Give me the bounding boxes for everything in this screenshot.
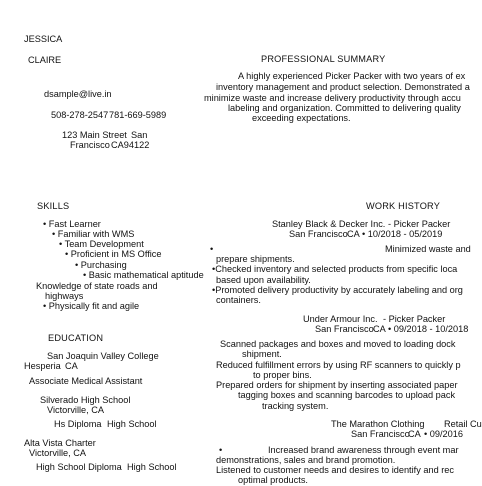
school-location: Victorville, CA <box>29 448 87 458</box>
address-city: Francisco <box>70 140 110 150</box>
job-role: Retail Cu <box>444 419 482 429</box>
summary-line: inventory management and product selection. Demonstrated a <box>216 82 470 92</box>
job-line: based upon availability. <box>216 275 311 285</box>
job-line: demonstrations, sales and brand promotion. <box>216 455 396 465</box>
phone-2: 781-669-5989 <box>109 110 167 120</box>
degree: Hs Diploma <box>54 419 102 429</box>
job-line: to proper bins. <box>253 370 312 380</box>
summary-line: exceeding expectations. <box>252 113 351 123</box>
degree: Associate Medical Assistant <box>29 376 143 386</box>
job-line: Increased brand awareness through event mar <box>268 445 459 455</box>
skill-item: highways <box>45 291 84 301</box>
job-city: San Francisco <box>351 429 410 439</box>
school-state: CA <box>65 361 78 371</box>
skill-item: • Team Development <box>59 239 144 249</box>
job-line: prepare shipments. <box>216 254 295 264</box>
first-name: JESSICA <box>24 34 63 44</box>
job-dates: • 09/2018 - 10/2018 <box>388 324 469 334</box>
degree: High School Diploma <box>36 462 122 472</box>
skill-item: • Fast Learner <box>43 219 101 229</box>
job-city: San Francisco <box>289 229 348 239</box>
skill-item: • Familiar with WMS <box>52 229 135 239</box>
summary-line: minimize waste and increase delivery productivity through accu <box>204 93 461 103</box>
job-state: CA <box>347 229 360 239</box>
job-line: shipment. <box>242 349 282 359</box>
job-line: containers. <box>216 295 261 305</box>
bullet: • <box>219 445 223 455</box>
school-name: San Joaquin Valley College <box>47 351 159 361</box>
skills-heading: SKILLS <box>37 201 70 211</box>
job-line: Minimized waste and <box>385 244 471 254</box>
job-dates: • 10/2018 - 05/2019 <box>362 229 443 239</box>
job-role: - Picker Packer <box>383 314 446 324</box>
bullet: • <box>210 244 214 254</box>
job-role: - Picker Packer <box>388 219 451 229</box>
job-line: •Checked inventory and selected products from specific loca <box>212 264 458 274</box>
job-dates: • 09/2016 <box>424 429 463 439</box>
job-line: tagging boxes and scanning barcodes to upload pack <box>238 390 456 400</box>
job-company: The Marathon Clothing <box>331 419 425 429</box>
skill-item: • Proficient in MS Office <box>65 249 162 259</box>
summary-heading: PROFESSIONAL SUMMARY <box>261 54 386 64</box>
job-state: CA <box>408 429 421 439</box>
school-location: Victorville, CA <box>47 405 105 415</box>
job-line: tracking system. <box>262 401 329 411</box>
phone-1: 508-278-2547 <box>51 110 109 120</box>
degree-field: High School <box>107 419 157 429</box>
skill-item: • Basic mathematical aptitude <box>83 270 204 280</box>
job-city: San Francisco <box>315 324 374 334</box>
summary-line: labeling and organization. Committed to delivering quality <box>228 103 461 113</box>
school-city: Hesperia <box>24 361 61 371</box>
education-heading: EDUCATION <box>48 333 104 343</box>
job-line: Scanned packages and boxes and moved to loading dock <box>220 339 456 349</box>
skill-item: Knowledge of state roads and <box>36 281 158 291</box>
address-state-zip: CA94122 <box>111 140 150 150</box>
job-state: CA <box>373 324 386 334</box>
job-company: Under Armour Inc. <box>303 314 378 324</box>
job-line: Listened to customer needs and desires to identify and rec <box>216 465 454 475</box>
degree-field: High School <box>127 462 177 472</box>
skill-item: • Physically fit and agile <box>43 301 140 311</box>
school-name: Alta Vista Charter <box>24 438 96 448</box>
skill-item: • Purchasing <box>75 260 127 270</box>
job-line: •Promoted delivery productivity by accurately labeling and org <box>212 285 463 295</box>
work-history-heading: WORK HISTORY <box>366 201 441 211</box>
school-name: Silverado High School <box>40 395 131 405</box>
summary-line: A highly experienced Picker Packer with two years of ex <box>238 71 466 81</box>
job-line: optimal products. <box>238 475 308 485</box>
last-name: CLAIRE <box>28 55 62 65</box>
job-line: Reduced fulfillment errors by using RF scanners to quickly p <box>216 360 461 370</box>
email: dsample@live.in <box>44 89 112 99</box>
address-city-start: San <box>131 130 148 140</box>
job-line: Prepared orders for shipment by inserting associated paper <box>216 380 458 390</box>
job-company: Stanley Black & Decker Inc. <box>272 219 386 229</box>
address-street: 123 Main Street <box>62 130 127 140</box>
